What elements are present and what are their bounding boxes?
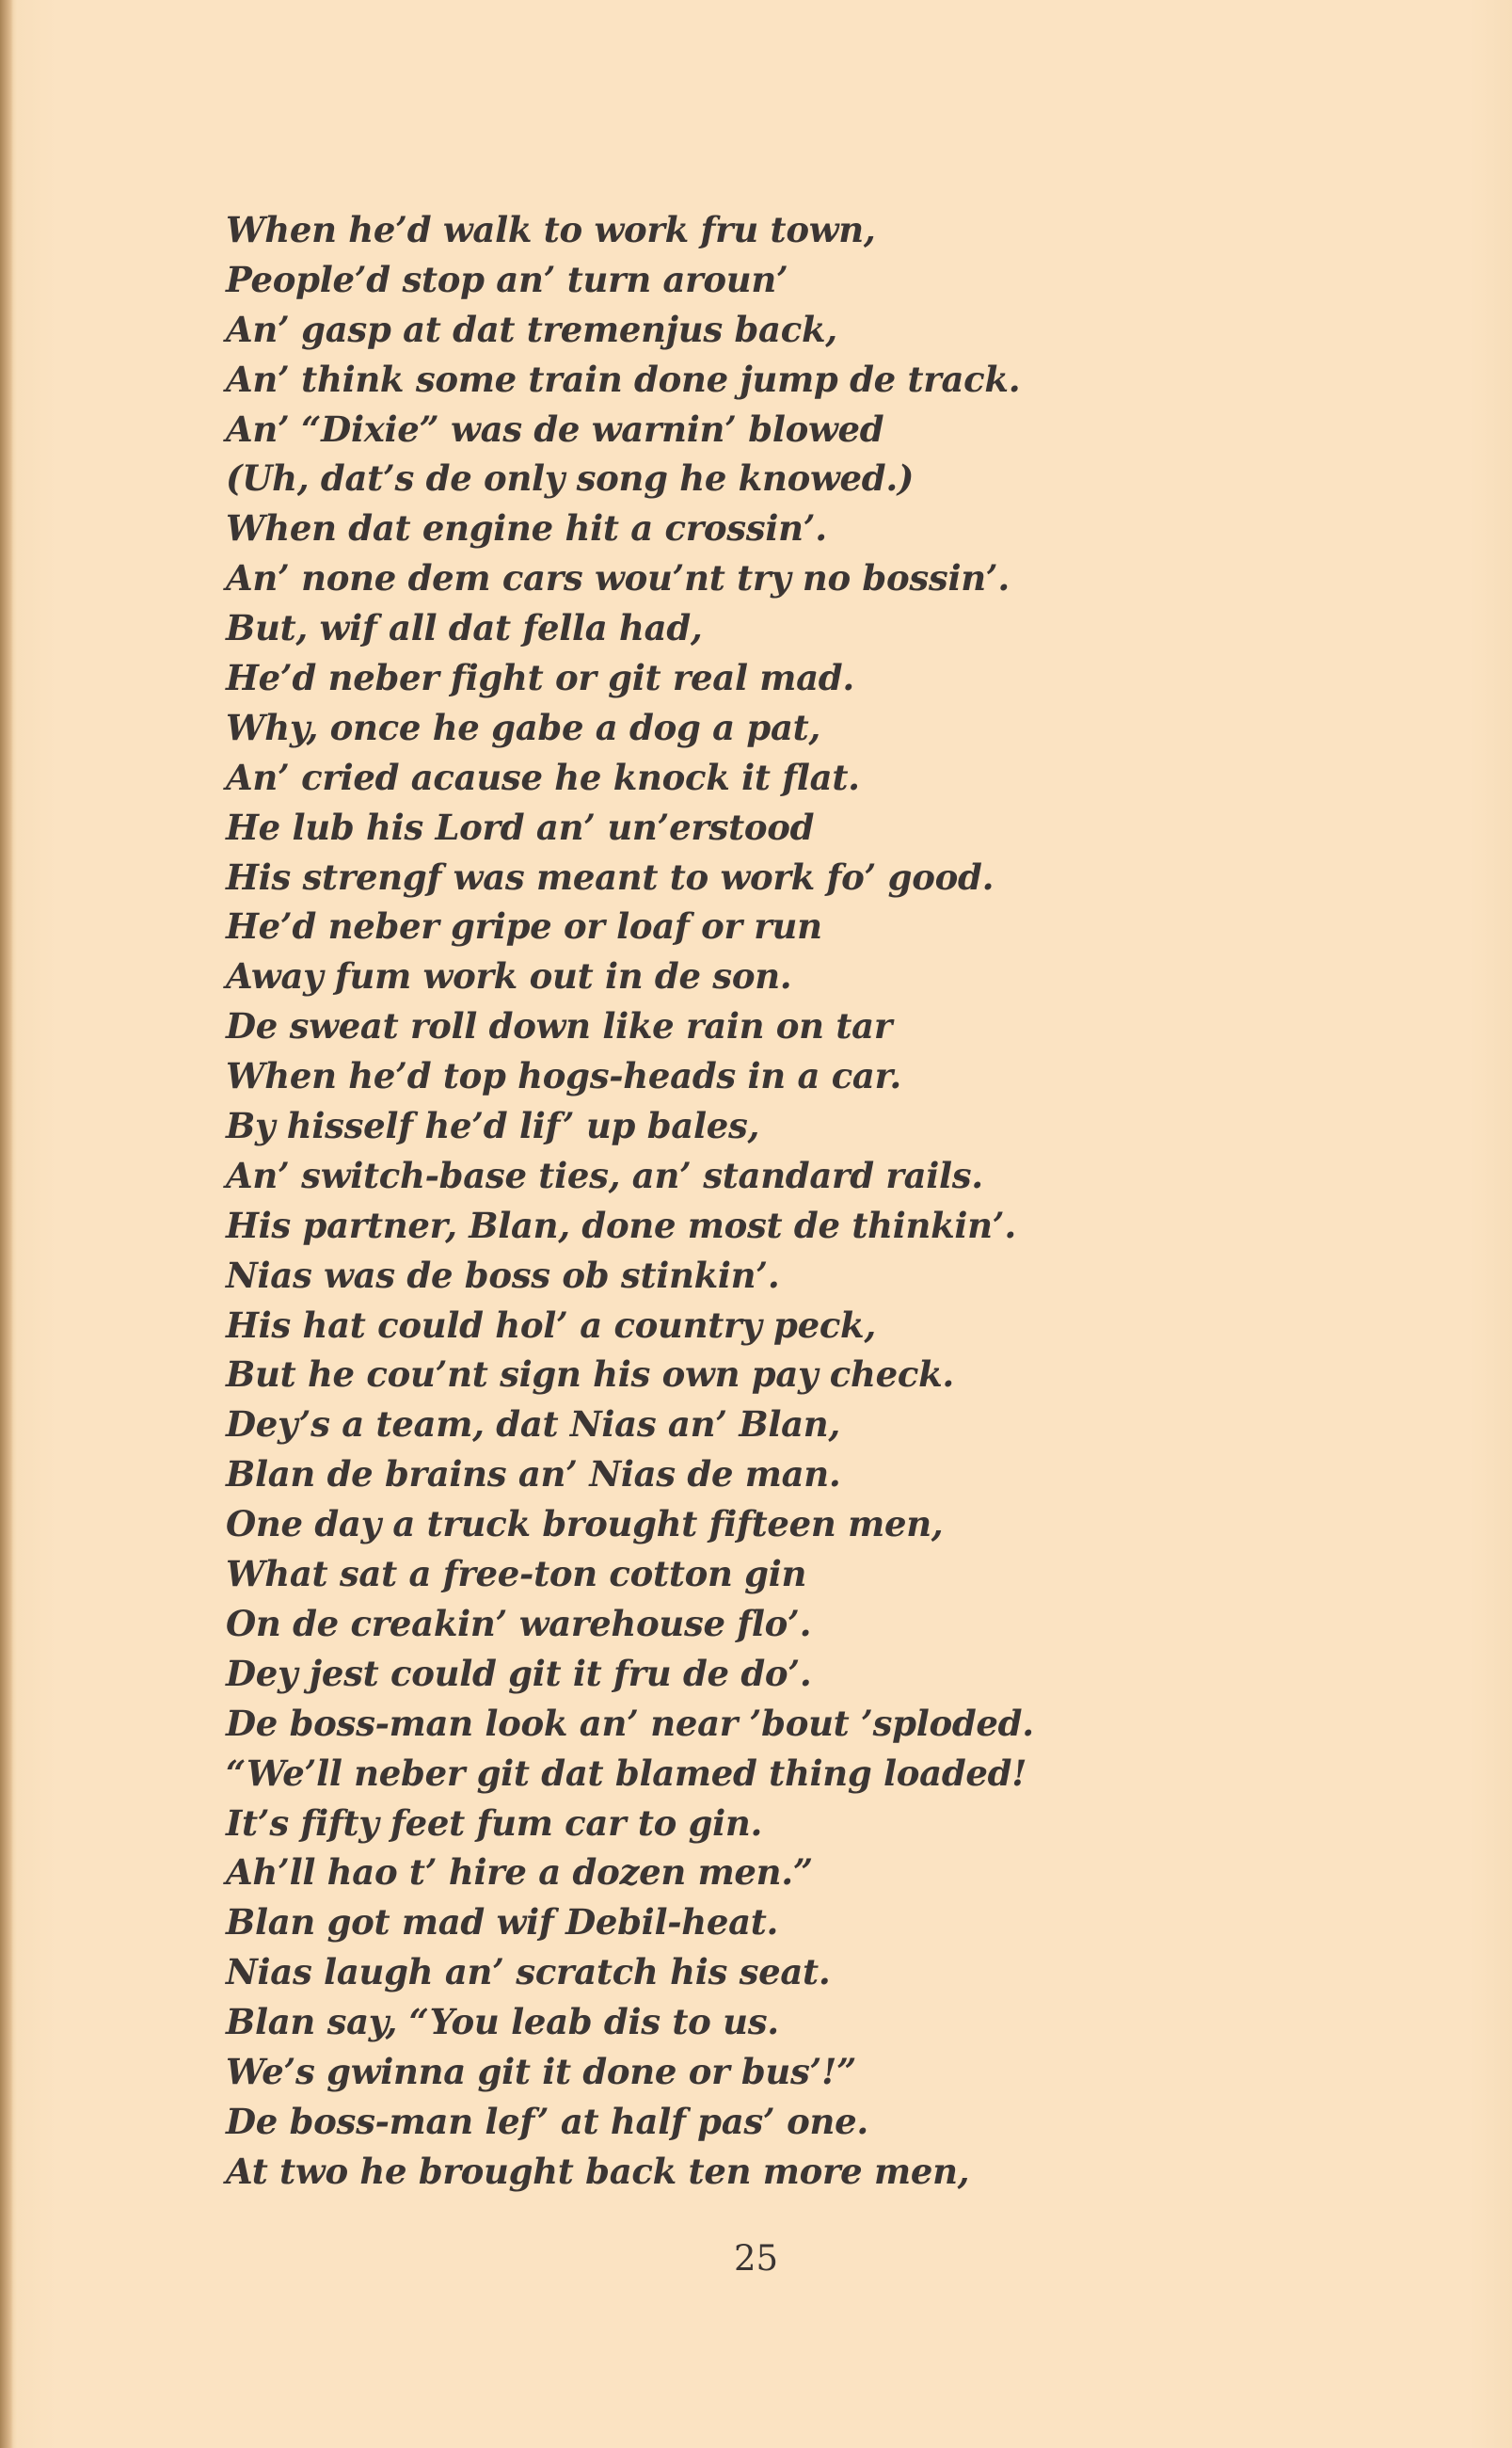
- poem-line: Ah’ll hao t’ hire a dozen men.”: [226, 1851, 813, 1894]
- poem-line: One day a truck brought fifteen men,: [226, 1503, 944, 1545]
- poem-line: His strengf was meant to work fo’ good.: [226, 856, 995, 898]
- poem-line: An’ switch-base ties, an’ standard rails.: [226, 1154, 983, 1196]
- poem-line: It’s fifty feet fum car to gin.: [226, 1801, 763, 1844]
- poem-line: His hat could hol’ a country peck,: [226, 1304, 876, 1346]
- poem-line: Blan say, “You leab dis to us.: [226, 2001, 779, 2043]
- poem-line: But he cou’nt sign his own pay check.: [226, 1353, 954, 1396]
- poem-line: “We’ll neber git dat blamed thing loaded!: [226, 1752, 1027, 1794]
- poem-line: At two he brought back ten more men,: [226, 2150, 970, 2192]
- poem-line: Dey’s a team, dat Nias an’ Blan,: [226, 1403, 840, 1446]
- poem-line: When he’d top hogs-heads in a car.: [226, 1055, 901, 1097]
- page-binding-edge: [0, 0, 13, 2448]
- poem-line: An’ think some train done jump de track.: [226, 358, 1021, 400]
- poem-line: (Uh, dat’s de only song he knowed.): [226, 457, 915, 500]
- poem-line: Why, once he gabe a dog a pat,: [226, 706, 820, 748]
- poem-line: Nias was de boss ob stinkin’.: [226, 1254, 780, 1296]
- poem-line: Dey jest could git it fru de do’.: [226, 1652, 812, 1694]
- poem-line: Blan de brains an’ Nias de man.: [226, 1453, 841, 1496]
- poem-line: De sweat roll down like rain on tar: [226, 1005, 893, 1048]
- poem-line: On de creakin’ warehouse flo’.: [226, 1602, 812, 1644]
- poem-line: By hisself he’d lif’ up bales,: [226, 1105, 760, 1147]
- page-number: 25: [733, 2238, 779, 2279]
- poem-line: Nias laugh an’ scratch his seat.: [226, 1951, 831, 1993]
- poem-line: When he’d walk to work fru town,: [226, 209, 876, 250]
- poem-line: What sat a free-ton cotton gin: [226, 1553, 807, 1595]
- poem-line: He lub his Lord an’ un’erstood: [226, 806, 815, 848]
- poem-line: An’ cried acause he knock it flat.: [226, 756, 860, 798]
- poem-line: Away fum work out in de son.: [226, 955, 792, 998]
- poem-line: We’s gwinna git it done or bus’!”: [226, 2050, 857, 2092]
- poem-line: But, wif all dat fella had,: [226, 607, 703, 649]
- poem-line: De boss-man lef’ at half pas’ one.: [226, 2100, 868, 2142]
- poem-line: His partner, Blan, done most de thinkin’.: [226, 1204, 1016, 1246]
- poem-text: [226, 205, 1355, 2197]
- poem-line: De boss-man look an’ near ’bout ’sploded.: [226, 1702, 1034, 1744]
- poem-line: He’d neber gripe or loaf or run: [226, 905, 822, 948]
- poem-line: Blan got mad wif Debil-heat.: [226, 1901, 779, 1944]
- poem-line: An’ “Dixie” was de warnin’ blowed: [226, 408, 884, 450]
- poem-line: People’d stop an’ turn aroun’: [226, 258, 788, 300]
- poem-line: An’ gasp at dat tremenjus back,: [226, 308, 837, 350]
- poem-line: He’d neber fight or git real mad.: [226, 657, 854, 699]
- poem-line: When dat engine hit a crossin’.: [226, 507, 827, 550]
- poem-line: An’ none dem cars wou’nt try no bossin’.: [226, 557, 1010, 600]
